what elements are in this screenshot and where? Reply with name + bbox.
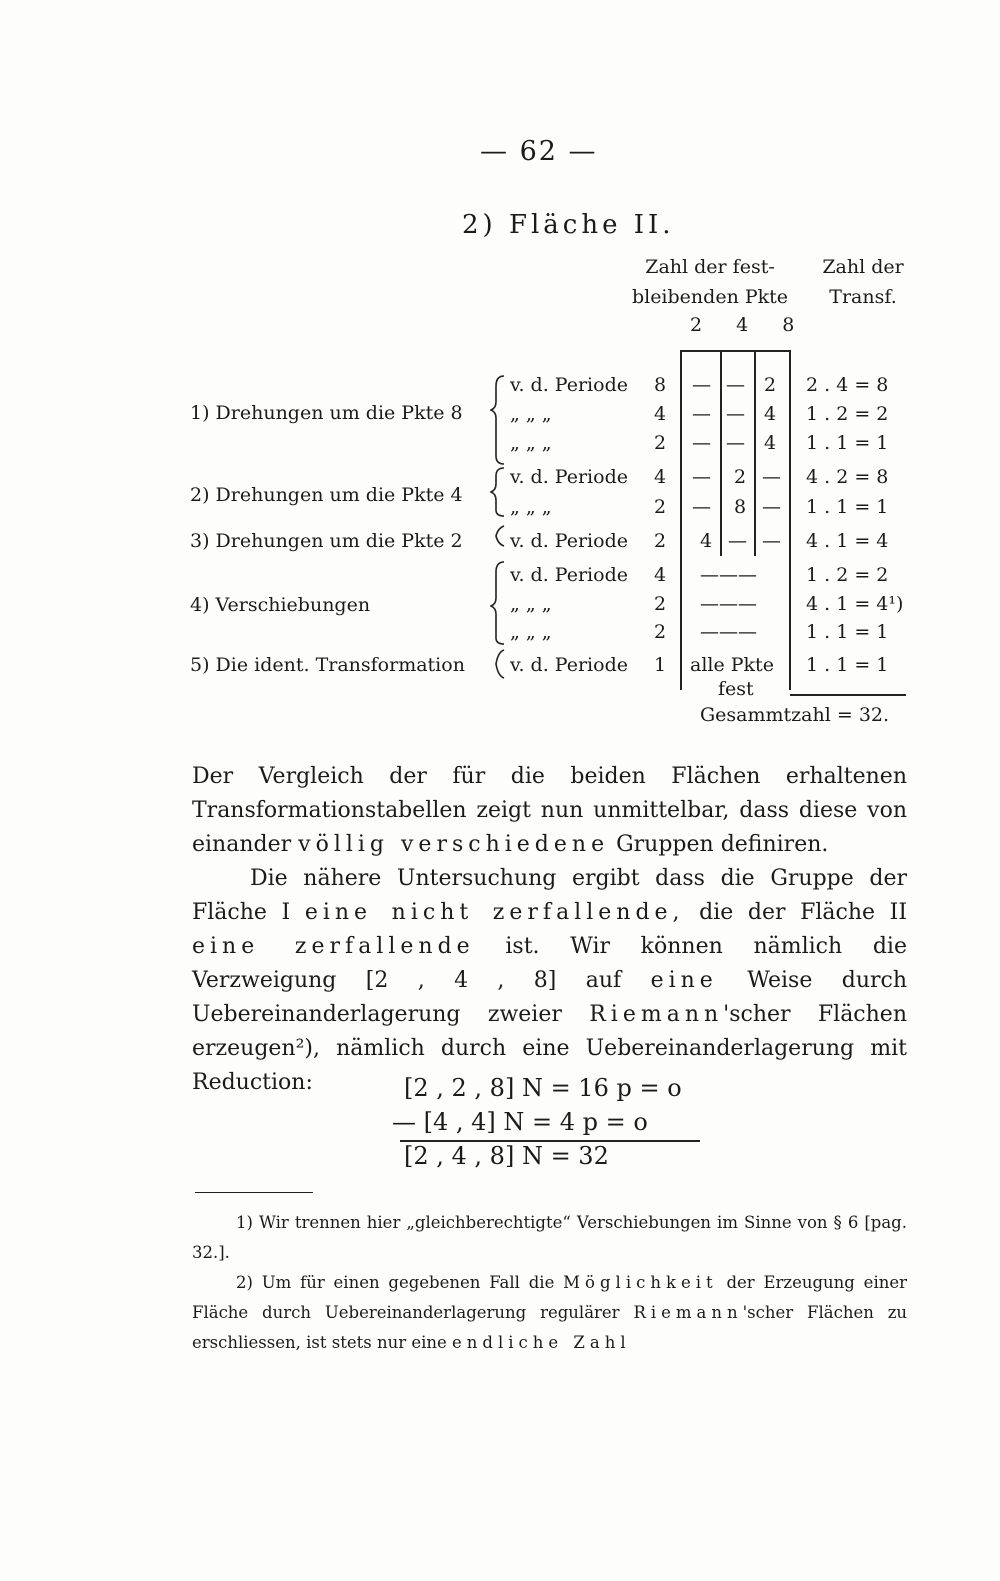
fixed-2: —: [692, 466, 711, 488]
grid-line: [680, 350, 682, 690]
period-label: v. d. Periode: [510, 564, 628, 586]
transf-value: 1 . 1 = 1: [806, 654, 889, 676]
group-label: 2) Drehungen um die Pkte 4: [190, 484, 463, 506]
transf-value: 1 . 1 = 1: [806, 621, 889, 643]
text: Gruppen definiren.: [616, 832, 829, 857]
emphasis: endliche Zahl: [452, 1333, 631, 1352]
formula-line: — [4 , 4] N = 4 p = o: [392, 1108, 648, 1136]
footnote-rule: [195, 1192, 313, 1193]
period-label: „ „ „: [510, 621, 552, 643]
period-value: 8: [654, 374, 667, 396]
footnote: 1) Wir trennen hier „gleichberechtigte“ Verschiebungen im Sinne von § 6 [pag. 32.].: [192, 1213, 907, 1262]
fixed-4: 2: [734, 466, 747, 488]
period-value: 4: [654, 466, 667, 488]
period-label: v. d. Periode: [510, 466, 628, 488]
emphasis: eine nicht zerfallende,: [304, 900, 685, 925]
transf-value: 1 . 2 = 2: [806, 564, 889, 586]
period-value: 4: [654, 403, 667, 425]
fixed-4: —: [728, 530, 747, 552]
group-label: 5) Die ident. Transformation: [190, 654, 465, 676]
text: ist. Wir können nämlich die Verzweigung [2 , 4 , 8] auf: [192, 934, 907, 993]
fixed-2: 4: [700, 530, 713, 552]
brace: [491, 562, 504, 644]
transf-value: 4 . 1 = 4¹): [806, 593, 904, 615]
fixed-2: —: [692, 403, 711, 425]
fixed-4: —: [726, 432, 745, 454]
fixed-4: 8: [734, 496, 747, 518]
grid-line: [754, 350, 756, 556]
page-number: — 62 —: [480, 136, 598, 167]
emphasis: völlig verschiedene: [298, 832, 610, 857]
emphasis: Riemann: [589, 1002, 724, 1027]
fixed-2: —: [692, 496, 711, 518]
period-value: 2: [654, 496, 667, 518]
period-label: v. d. Periode: [510, 654, 628, 676]
header-fixed-points-values: 2 4 8: [690, 314, 809, 336]
fixed-span: ———: [700, 564, 757, 586]
brace: [491, 376, 504, 464]
transf-value: 1 . 1 = 1: [806, 496, 889, 518]
emphasis: eine: [650, 968, 718, 993]
fixed-8: 2: [764, 374, 777, 396]
fixed-span: alle Pkte: [690, 654, 774, 676]
text: Die nähere Untersuchung ergibt dass die Gruppe der Fläche I: [192, 866, 907, 925]
paragraph: [192, 760, 907, 862]
fixed-span: ———: [700, 621, 757, 643]
grid-line: [720, 350, 722, 556]
header-fixed-points: Zahl der fest- bleibenden Pkte: [631, 256, 789, 308]
fixed-8: 4: [764, 432, 777, 454]
grid-line: [789, 350, 791, 690]
emphasis: Riemann: [633, 1303, 743, 1322]
text: 2) Um für einen gegebenen Fall die: [236, 1273, 555, 1292]
sum-rule: [790, 694, 906, 696]
header-transformations: Zahl der Transf.: [822, 256, 904, 308]
total: Gesammtzahl = 32.: [700, 704, 890, 726]
fixed-8: 4: [764, 403, 777, 425]
group-label: 4) Verschiebungen: [190, 594, 371, 616]
emphasis: Möglichkeit: [563, 1273, 718, 1292]
fixed-4: —: [726, 374, 745, 396]
period-label: v. d. Periode: [510, 530, 628, 552]
fixed-4: —: [726, 403, 745, 425]
period-value: 2: [654, 621, 667, 643]
period-label: „ „ „: [510, 496, 552, 518]
footnote: [192, 1268, 907, 1358]
text: die der Fläche II: [699, 900, 908, 925]
text: 'scher Flächen erzeugen²), nämlich durch eine Uebereinanderlagerung mit Reduction:: [192, 1002, 907, 1095]
brace: [496, 650, 504, 678]
period-label: „ „ „: [510, 593, 552, 615]
formula-line: [2 , 2 , 8] N = 16 p = o: [404, 1074, 682, 1102]
text: Weise durch Uebereinanderlagerung zweier: [192, 968, 907, 1027]
fixed-8: —: [762, 466, 781, 488]
fixed-span-cont: fest: [718, 678, 754, 700]
fixed-8: —: [762, 530, 781, 552]
section-title: 2) Fläche II.: [462, 210, 675, 240]
transf-value: 4 . 1 = 4: [806, 530, 889, 552]
period-value: 2: [654, 593, 667, 615]
paragraph: [192, 862, 907, 1100]
fixed-2: —: [692, 432, 711, 454]
period-label: v. d. Periode: [510, 374, 628, 396]
period-value: 2: [654, 530, 667, 552]
fixed-span: ———: [700, 593, 757, 615]
brace-marks: [490, 372, 510, 712]
text: 'scher Flächen zu erschliessen, ist stets nur eine: [192, 1303, 908, 1352]
emphasis: eine zerfallende: [192, 934, 475, 959]
fixed-2: —: [692, 374, 711, 396]
period-value: 4: [654, 564, 667, 586]
group-label: 1) Drehungen um die Pkte 8: [190, 402, 463, 424]
transf-value: 4 . 2 = 8: [806, 466, 889, 488]
grid-top-rule: [680, 350, 790, 352]
text: der Erzeugung einer Fläche durch Uebereinanderlagerung regulärer: [192, 1273, 907, 1322]
period-value: 1: [654, 654, 667, 676]
period-label: „ „ „: [510, 432, 552, 454]
transf-value: 1 . 1 = 1: [806, 432, 889, 454]
brace: [491, 468, 504, 516]
transf-value: 2 . 4 = 8: [806, 374, 889, 396]
transf-value: 1 . 2 = 2: [806, 403, 889, 425]
period-label: „ „ „: [510, 403, 552, 425]
text: Der Vergleich der für die beiden Flächen erhaltenen Transformationstabellen zeigt nun unmittelbar, dass diese von einander: [192, 764, 907, 857]
group-label: 3) Drehungen um die Pkte 2: [190, 530, 463, 552]
formula-line: [2 , 4 , 8] N = 32: [404, 1142, 609, 1170]
fixed-8: —: [762, 496, 781, 518]
period-value: 2: [654, 432, 667, 454]
brace: [496, 526, 504, 546]
